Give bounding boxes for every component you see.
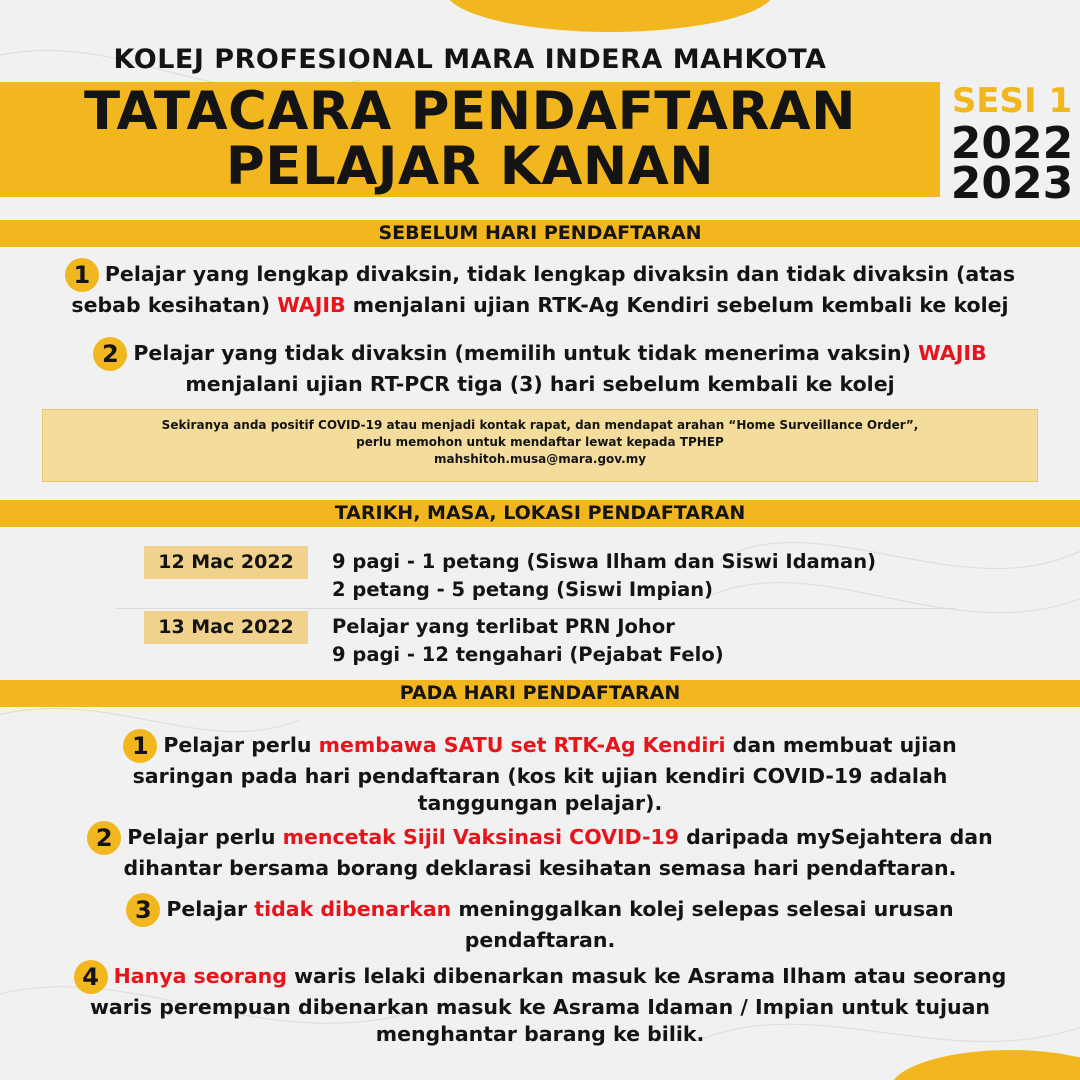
section-heading-tarikh: TARIKH, MASA, LOKASI PENDAFTARAN [0, 500, 1080, 527]
sebelum-item-1 [12, 258, 1068, 319]
number-badge-1: 1 [123, 729, 157, 763]
date-label-2: 13 Mac 2022 [144, 611, 308, 644]
year-start: 2022 [950, 118, 1074, 169]
section-heading-pada: PADA HARI PENDAFTARAN [0, 680, 1080, 707]
number-badge-2: 2 [93, 337, 127, 371]
sebelum-item-2-line-1: 2 Pelajar yang tidak divaksin (memilih untuk tidak menerima vaksin) WAJIB [20, 337, 1060, 371]
section-heading-sebelum: SEBELUM HARI PENDAFTARAN [0, 220, 1080, 247]
title-line-1: TATACARA PENDAFTARAN [83, 81, 857, 142]
sebelum-item-2 [20, 337, 1060, 398]
year-end: 2023 [950, 158, 1074, 209]
pada-item-2: 2 Pelajar perlu mencetak Sijil Vaksinasi COVID-19 daripada mySejahtera dan dihantar bersama borang deklarasi kesihatan semasa hari pendaftaran. [20, 821, 1060, 882]
emphasis-text: mencetak Sijil Vaksinasi COVID-19 [282, 825, 680, 849]
pada-item-1: 1 Pelajar perlu membawa SATU set RTK-Ag Kendiri dan membuat ujian saringan pada hari pendaftaran (kos kit ujian kendiri COVID-19 adalah tanggungan pelajar). [30, 729, 1050, 817]
emphasis-wajib: WAJIB [277, 293, 346, 317]
emphasis-wajib: WAJIB [918, 341, 987, 365]
emphasis-text: tidak dibenarkan [254, 897, 452, 921]
schedule-detail-2: Pelajar yang terlibat PRN Johor 9 pagi - 12 tengahari (Pejabat Felo) [332, 615, 724, 666]
college-name: KOLEJ PROFESIONAL MARA INDERA MAHKOTA [113, 44, 827, 75]
title-line-2: PELAJAR KANAN [225, 136, 715, 197]
date-label-1: 12 Mac 2022 [144, 546, 308, 579]
number-badge-3: 3 [126, 893, 160, 927]
schedule-divider [116, 608, 956, 609]
notice-email: mahshitoh.musa@mara.gov.my [433, 452, 647, 466]
sebelum-item-2-line-2: menjalani ujian RT-PCR tiga (3) hari sebelum kembali ke kolej [185, 372, 895, 396]
session-label: SESI 1 [951, 81, 1073, 121]
sebelum-item-1-line-1: 1 Pelajar yang lengkap divaksin, tidak lengkap divaksin dan tidak divaksin (atas [12, 258, 1068, 292]
pada-item-3: 3 Pelajar tidak dibenarkan meninggalkan kolej selepas selesai urusan pendaftaran. [40, 893, 1040, 954]
notice-box [42, 409, 1038, 482]
number-badge-2: 2 [87, 821, 121, 855]
page-title [0, 81, 940, 197]
notice-line-2: perlu memohon untuk mendaftar lewat kepada TPHEP [356, 435, 724, 449]
number-badge-1: 1 [65, 258, 99, 292]
number-badge-4: 4 [74, 960, 108, 994]
schedule-detail-1: 9 pagi - 1 petang (Siswa Ilham dan Siswi Idaman) 2 petang - 5 petang (Siswi Impian) [332, 550, 876, 601]
emphasis-text: membawa SATU set RTK-Ag Kendiri [318, 733, 726, 757]
pada-item-4: 4 Hanya seorang waris lelaki dibenarkan masuk ke Asrama Ilham atau seorang waris perempuan dibenarkan masuk ke Asrama Idaman / Impian untuk tujuan menghantar barang ke bilik. [14, 960, 1066, 1048]
sebelum-item-1-line-2: sebab kesihatan) WAJIB menjalani ujian RTK-Ag Kendiri sebelum kembali ke kolej [71, 293, 1009, 317]
notice-line-1: Sekiranya anda positif COVID-19 atau menjadi kontak rapat, dan mendapat arahan “Home Surveillance Order”, [161, 418, 919, 432]
emphasis-text: Hanya seorang [113, 964, 287, 988]
